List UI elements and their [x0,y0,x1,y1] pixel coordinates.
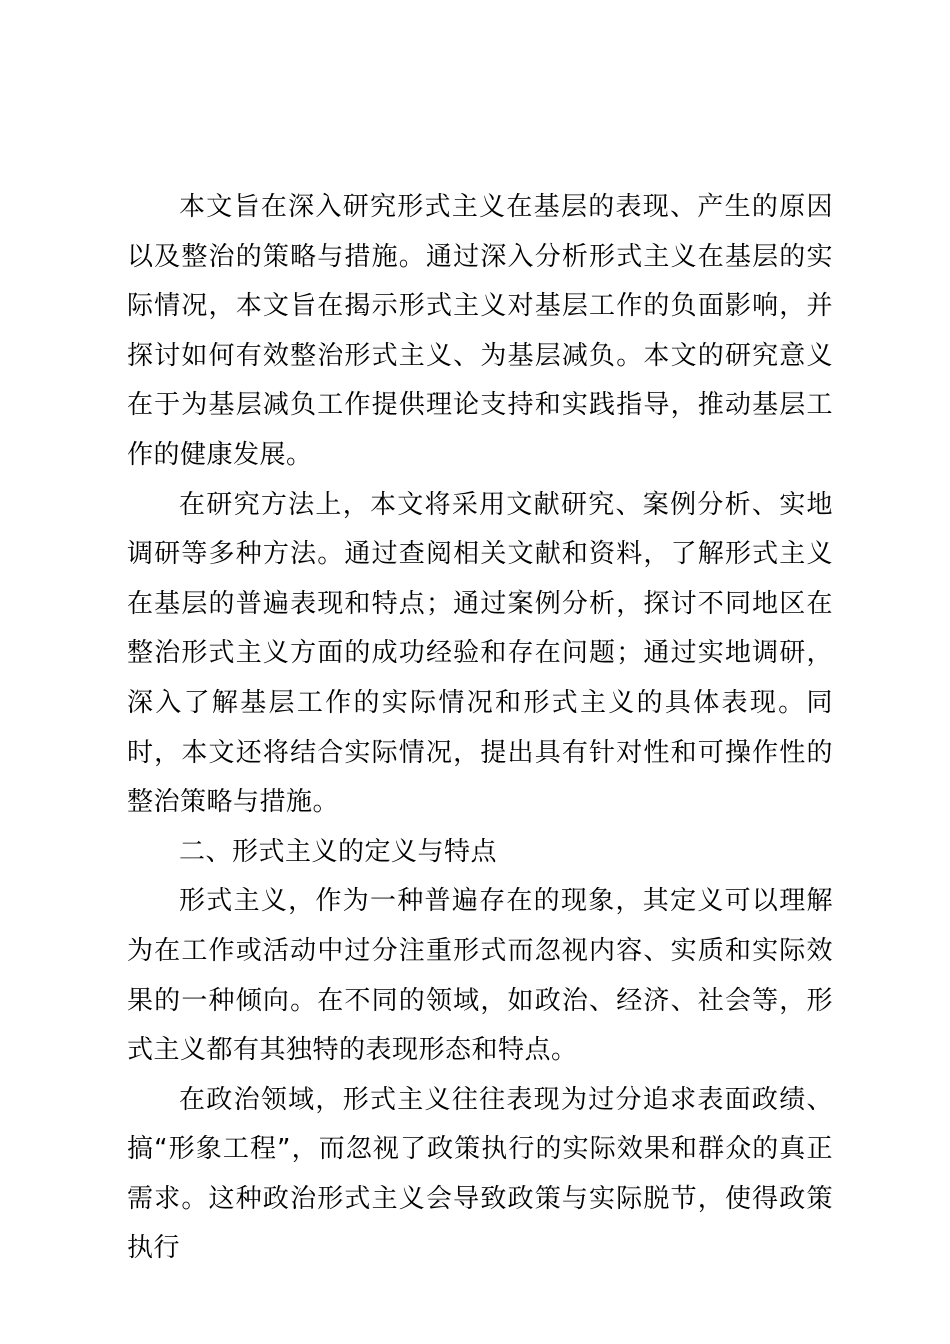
section-heading: 二、形式主义的定义与特点 [179,836,498,867]
paragraph-research-purpose: 本文旨在深入研究形式主义在基层的表现、产生的原因以及整治的策略与措施。通过深入分析形式主义在基层的实际情况，本文旨在揭示形式主义对基层工作的负面影响，并探讨如何有效整治形式主义、为基层减负。本文的研究意义在于为基层减负工作提供理论支持和实践指导，推动基层工作的健康发展。 [127,192,833,470]
document-body [127,183,833,1274]
paragraph-definition: 形式主义，作为一种普遍存在的现象，其定义可以理解为在工作或活动中过分注重形式而忽视内容、实质和实际效果的一种倾向。在不同的领域，如政治、经济、社会等，形式主义都有其独特的表现形态和特点。 [127,886,833,1066]
paragraph-political-field: 在政治领域，形式主义往往表现为过分追求表面政绩、搞“形象工程”，而忽视了政策执行的实际效果和群众的真正需求。这种政治形式主义会导致政策与实际脱节，使得政策执行 [127,1084,833,1264]
paragraph-research-methods: 在研究方法上，本文将采用文献研究、案例分析、实地调研等多种方法。通过查阅相关文献和资料，了解形式主义在基层的普遍表现和特点；通过案例分析，探讨不同地区在整治形式主义方面的成功经验和存在问题；通过实地调研，深入了解基层工作的实际情况和形式主义的具体表现。同时，本文还将结合实际情况，提出具有针对性和可操作性的整治策略与措施。 [127,489,833,818]
